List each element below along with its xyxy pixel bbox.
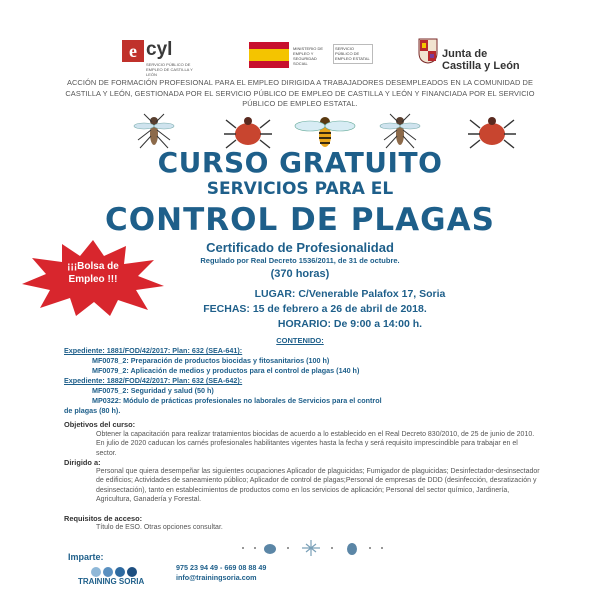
modulo-mf0079: MF0079_2: Aplicación de medios y productos para el control de plagas (140 h) bbox=[92, 366, 360, 375]
expediente-2: Expediente: 1882/FOD/42/2017: Plan: 632 (SEA-642): bbox=[64, 376, 243, 385]
shield-icon bbox=[418, 38, 438, 64]
badge-line1: ¡¡¡Bolsa de bbox=[67, 261, 119, 272]
dirigido-text: Personal que quiera desempeñar las siguientes ocupaciones Aplicador de plaguicidas; Fumigador de plaguicidas; Desinfectador-desinsectador de edificios; Actividades de saneamiento público; Aplicador de control de plagas;Personal de empresas de DDD (desinfección, desratización y desinsectación), tanto en establecimientos de productos como en los servicios de aplicación; Personal del sector químico, Jardinería, Agricultura, Ganadería y Forestal. bbox=[96, 468, 540, 504]
modulo-mp0322: MP0322: Módulo de prácticas profesionales no laborales de Servicios para el control bbox=[92, 396, 382, 405]
real-decreto: Regulado por Real Decreto 1536/2011, de 31 de octubre. bbox=[200, 256, 400, 265]
modulo-mf0075: MF0075_2: Seguridad y salud (50 h) bbox=[92, 386, 214, 395]
objetivos-text: Obtener la capacitación para realizar tratamientos biocidas de acuerdo a lo establecido en el Real Decreto 830/2010, de 25 de junio de 2010. En julio de 2020 caducan los carnés profesionales habilitantes vigentes hasta la fecha y será requisito imprescindible para trabajar en el sector. bbox=[96, 431, 535, 457]
dirigido-heading: Dirigido a: bbox=[64, 458, 101, 467]
horario: HORARIO: De 9:00 a 14:00 h. bbox=[277, 318, 423, 330]
training-soria-name: TRAINING SORIA bbox=[78, 577, 145, 586]
spain-flag-icon bbox=[249, 42, 289, 68]
ecyl-letter: e bbox=[122, 40, 144, 62]
title-curso-gratuito: CURSO GRATUITO bbox=[157, 146, 443, 179]
junta-line1: Junta de bbox=[442, 48, 488, 60]
junta-line2: Castilla y León bbox=[442, 60, 520, 72]
title-servicios: SERVICIOS PARA EL bbox=[206, 179, 394, 199]
tick-icon bbox=[218, 110, 278, 150]
mosquito-icon bbox=[124, 110, 184, 150]
expediente-1: Expediente: 1881/FOD/42/2017: Plan: 632 (SEA-641): bbox=[64, 346, 243, 355]
ecyl-subtitle: SERVICIO PÚBLICO DE EMPLEO DE CASTILLA Y LEÓN bbox=[146, 62, 193, 77]
ecyl-logo bbox=[122, 38, 193, 77]
phone-numbers: 975 23 94 49 - 669 08 88 49 bbox=[176, 563, 267, 572]
bee-icon bbox=[290, 110, 360, 150]
small-dragonfly-icon bbox=[302, 540, 320, 556]
contenido-heading: CONTENIDO: bbox=[276, 336, 324, 345]
requisitos-text: Título de ESO. Otras opciones consultar. bbox=[96, 524, 223, 531]
small-bugs-row bbox=[240, 538, 390, 558]
badge-line2: Empleo !!! bbox=[68, 274, 118, 285]
lugar: LUGAR: C/Venerable Palafox 17, Soria bbox=[254, 288, 446, 300]
title-control-plagas: CONTROL DE PLAGAS bbox=[105, 202, 495, 238]
circles-icon bbox=[86, 564, 166, 578]
email-link[interactable]: info@trainingsoria.com bbox=[176, 573, 257, 582]
bolsa-empleo-badge bbox=[18, 238, 168, 318]
mosquito-icon-2 bbox=[370, 110, 430, 150]
gobierno-logo bbox=[249, 42, 375, 68]
fechas: FECHAS: 15 de febrero a 26 de abril de 2018. bbox=[203, 303, 427, 315]
sepe-text: SERVICIO PÚBLICO DE EMPLEO ESTATAL bbox=[333, 44, 373, 64]
intro-text: ACCIÓN DE FORMACIÓN PROFESIONAL PARA EL EMPLEO DIRIGIDA A TRABAJADORES DESEMPLEADOS EN LA COMUNIDAD DE CASTILLA Y LEÓN, GESTIONADA POR EL SERVICIO PÚBLICO DE EMPLEO DE CASTILLA Y LEÓN Y FINANCIADA POR EL SERVICIO PÚBLICO DE EMPLEO ESTATAL. bbox=[65, 78, 535, 108]
objetivos-heading: Objetivos del curso: bbox=[64, 420, 136, 429]
modulo-mp0322-cont: de plagas (80 h). bbox=[64, 406, 121, 415]
ministerio-text: MINISTERIO DE EMPLEO Y SEGURIDAD SOCIAL bbox=[293, 46, 324, 66]
junta-logo bbox=[414, 38, 524, 76]
small-bug-icon bbox=[347, 543, 357, 555]
training-soria-logo bbox=[76, 564, 166, 588]
modulo-mf0078: MF0078_2: Preparación de productos biocidas y fitosanitarios (100 h) bbox=[92, 356, 330, 365]
tick-icon-2 bbox=[462, 110, 522, 150]
requisitos-heading: Requisitos de acceso: bbox=[64, 514, 143, 523]
ecyl-name: cyl bbox=[146, 39, 173, 60]
small-beetle-icon bbox=[264, 544, 276, 554]
certificado-heading: Certificado de Profesionalidad bbox=[206, 240, 394, 255]
course-hours: (370 horas) bbox=[270, 268, 330, 280]
imparte-label: Imparte: bbox=[68, 552, 104, 562]
